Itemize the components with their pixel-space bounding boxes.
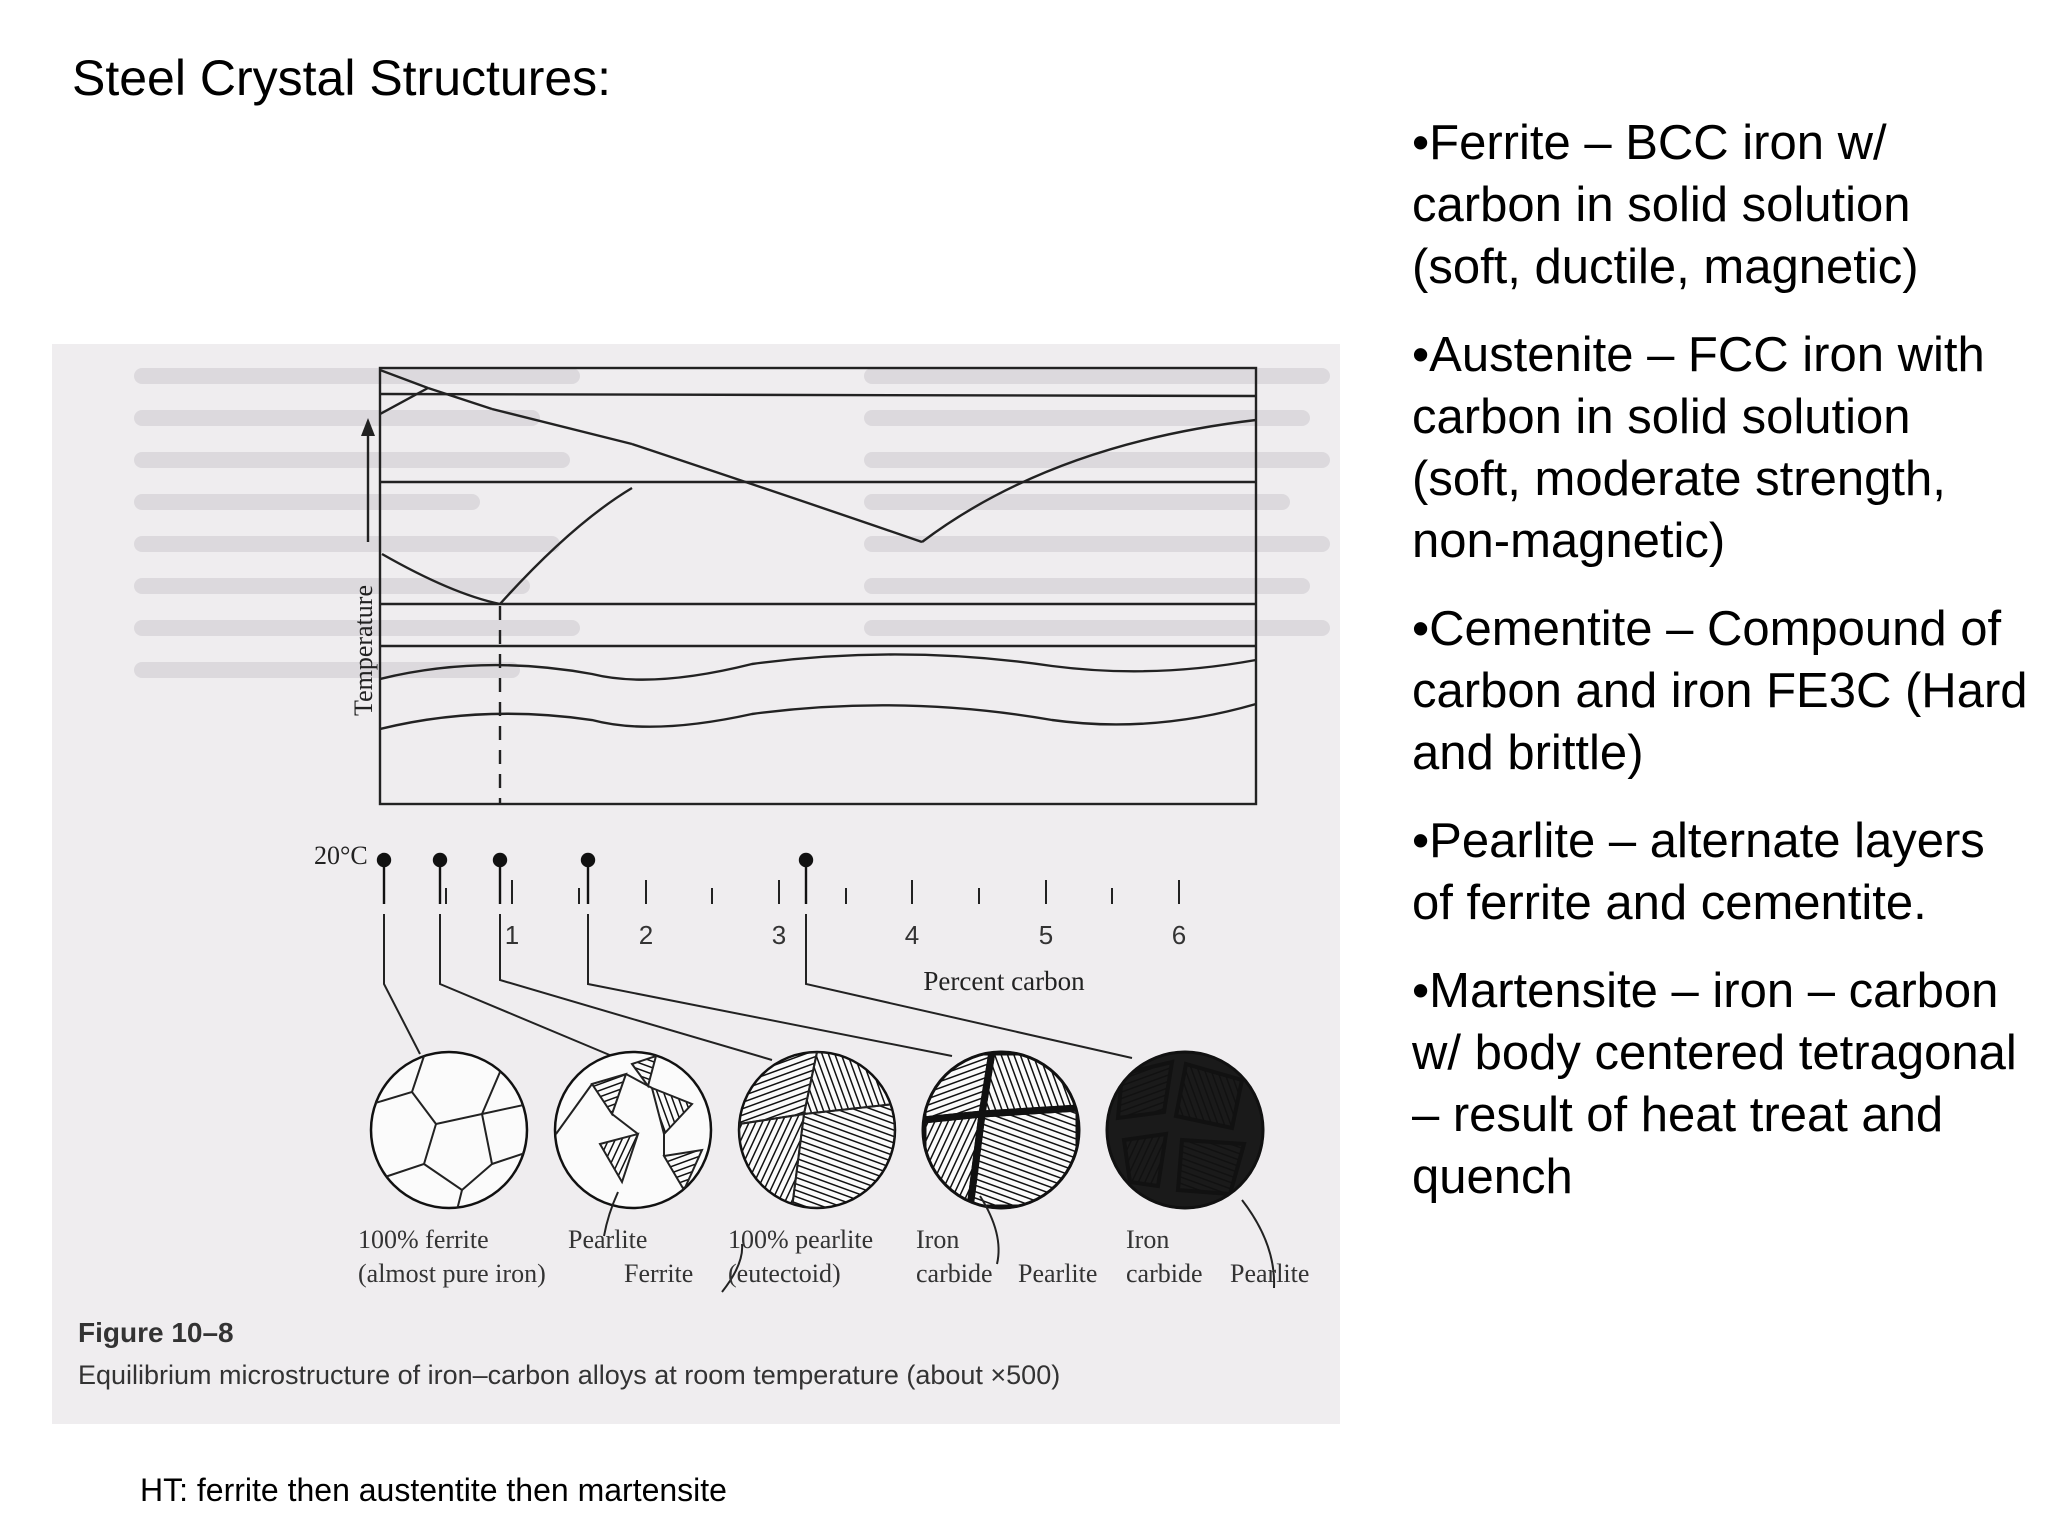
label-100-ferrite: 100% ferrite	[358, 1225, 489, 1254]
figure-10-8-scan	[52, 344, 1340, 1424]
bullet-martensite: •Martensite – iron – carbon w/ body centered tetragonal – result of heat treat and quench	[1412, 964, 2017, 1204]
figure-caption-title: Figure 10–8	[78, 1317, 234, 1348]
temp-marker-label: 20°C	[314, 841, 368, 870]
bullet-list	[1412, 112, 2032, 1234]
x-tick-6: 6	[1171, 920, 1187, 950]
label-100-pearlite: 100% pearlite	[728, 1225, 874, 1254]
x-axis-ticks	[446, 880, 1179, 904]
heat-treat-note: HT: ferrite then austentite then martensite	[140, 1472, 727, 1508]
x-tick-1: 1	[504, 920, 520, 950]
composition-pins	[378, 854, 812, 904]
bullet-cementite: •Cementite – Compound of carbon and iron FE3C (Hard and brittle)	[1412, 602, 2028, 780]
bleed-through-text	[142, 376, 1322, 670]
temperature-axis-arrow	[361, 418, 375, 542]
bullet-austenite: •Austenite – FCC iron with carbon in solid solution (soft, moderate strength, non-magnetic)	[1412, 328, 1985, 568]
bullet-pearlite: •Pearlite – alternate layers of ferrite and cementite.	[1412, 814, 1985, 930]
micrograph-pearlite	[739, 1052, 895, 1208]
x-tick-4: 4	[904, 920, 920, 950]
label-pearlite-1: Pearlite	[568, 1225, 648, 1254]
micrograph-pearlite-carbide-a	[923, 1052, 1079, 1208]
slide-title: Steel Crystal Structures:	[72, 50, 612, 106]
x-tick-2: 2	[638, 920, 654, 950]
label-pearlite-2: Pearlite	[1018, 1259, 1098, 1288]
label-carbide-2: carbide	[1126, 1259, 1203, 1288]
label-carbide-1: carbide	[916, 1259, 993, 1288]
label-ferrite-2: Ferrite	[624, 1259, 694, 1288]
micrograph-ferrite-pearlite	[555, 1052, 711, 1208]
label-pearlite-3: Pearlite	[1230, 1259, 1310, 1288]
micrograph-ferrite	[371, 1052, 528, 1214]
iron-carbon-diagram	[52, 344, 1340, 1424]
figure-caption-text: Equilibrium microstructure of iron–carbon alloys at room temperature (about ×500)	[78, 1360, 1061, 1390]
x-axis-label: Percent carbon	[923, 966, 1085, 996]
label-iron-1: Iron	[916, 1225, 960, 1254]
label-eutectoid: (eutectoid)	[728, 1259, 841, 1288]
bullet-ferrite: •Ferrite – BCC iron w/ carbon in solid solution (soft, ductile, magnetic)	[1412, 116, 1919, 294]
x-tick-3: 3	[771, 920, 787, 950]
micrograph-pearlite-carbide-b	[1107, 1052, 1263, 1208]
label-almost-pure-iron: (almost pure iron)	[358, 1259, 546, 1288]
label-iron-2: Iron	[1126, 1225, 1170, 1254]
x-tick-5: 5	[1038, 920, 1054, 950]
y-axis-label: Temperature	[349, 585, 378, 716]
